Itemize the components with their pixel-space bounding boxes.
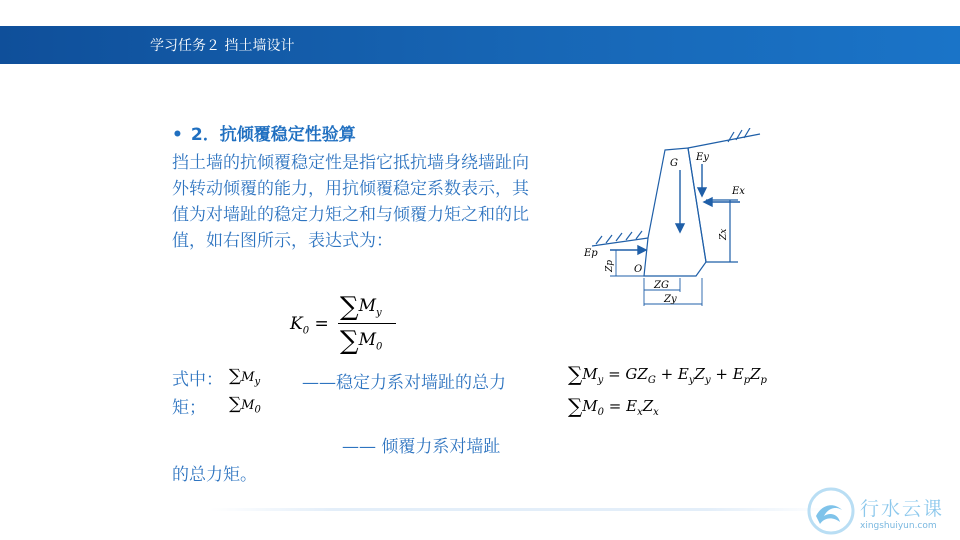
section-paragraph: 挡土墙的抗倾覆稳定性是指它抵抗墙身绕墙趾向外转动倾覆的能力，用抗倾覆稳定系数表示，其值为对墙趾的稳定力矩之和与倾覆力矩之和的比值，如右图所示，表达式为： (172, 153, 529, 251)
sigma-icon: ∑ (229, 366, 242, 386)
label-zp: Zp (605, 259, 615, 272)
formula-lhs: $K_0$ = (290, 314, 329, 337)
symbol-m0: $\sum M_0$ (229, 394, 261, 416)
backfill-ground-line (688, 134, 760, 148)
definitions-prefix: 式中： 矩； (172, 370, 223, 418)
formula-numerator: $\sum M_y$ (340, 292, 382, 322)
header-title: 学习任务２ 挡土墙设计 (150, 38, 295, 54)
sigma-icon: ∑ (340, 326, 359, 356)
logo-name: 行水云课 (860, 498, 945, 520)
label-ey: Ey (696, 152, 709, 163)
label-ex: Ex (732, 186, 745, 197)
formula-denominator: $\sum M_0$ (340, 326, 383, 356)
section-heading-text: 2．抗倾覆稳定性验算 (190, 125, 356, 145)
equation-m0: $\sum M_0 = E_xZ_x$ (568, 394, 659, 418)
sigma-icon: ∑ (568, 362, 583, 386)
header-bar (0, 26, 960, 64)
definition-stabilizing: ——稳定力系对墙趾的总力 (302, 373, 506, 393)
symbol-my: $\sum M_y$ (229, 366, 261, 388)
label-zx: Zx (719, 228, 729, 240)
sigma-icon: ∑ (340, 292, 359, 322)
label-zg: ZG (654, 280, 669, 291)
logo-url: xingshuiyun.com (860, 521, 937, 531)
label-ep: Ep (584, 248, 598, 259)
footer-divider (210, 508, 830, 511)
toe-ground-line (592, 238, 648, 246)
definition-overturning-tail: 的总力矩。 (172, 465, 257, 485)
bullet-icon: • (172, 125, 183, 145)
label-o: O (634, 264, 643, 275)
fraction-bar (338, 323, 396, 324)
retaining-wall-diagram (570, 128, 790, 318)
definition-overturning: —— 倾覆力系对墙趾 (342, 437, 501, 457)
label-zy: Zy (664, 294, 677, 305)
sigma-icon: ∑ (568, 394, 583, 418)
equation-my: $\sum M_y = GZ_G + E_yZ_y + E_pZ_p$ (568, 362, 767, 386)
label-g: G (670, 158, 678, 169)
section-heading (172, 120, 356, 145)
wave-logo-icon (806, 486, 856, 536)
sigma-icon: ∑ (229, 394, 242, 414)
